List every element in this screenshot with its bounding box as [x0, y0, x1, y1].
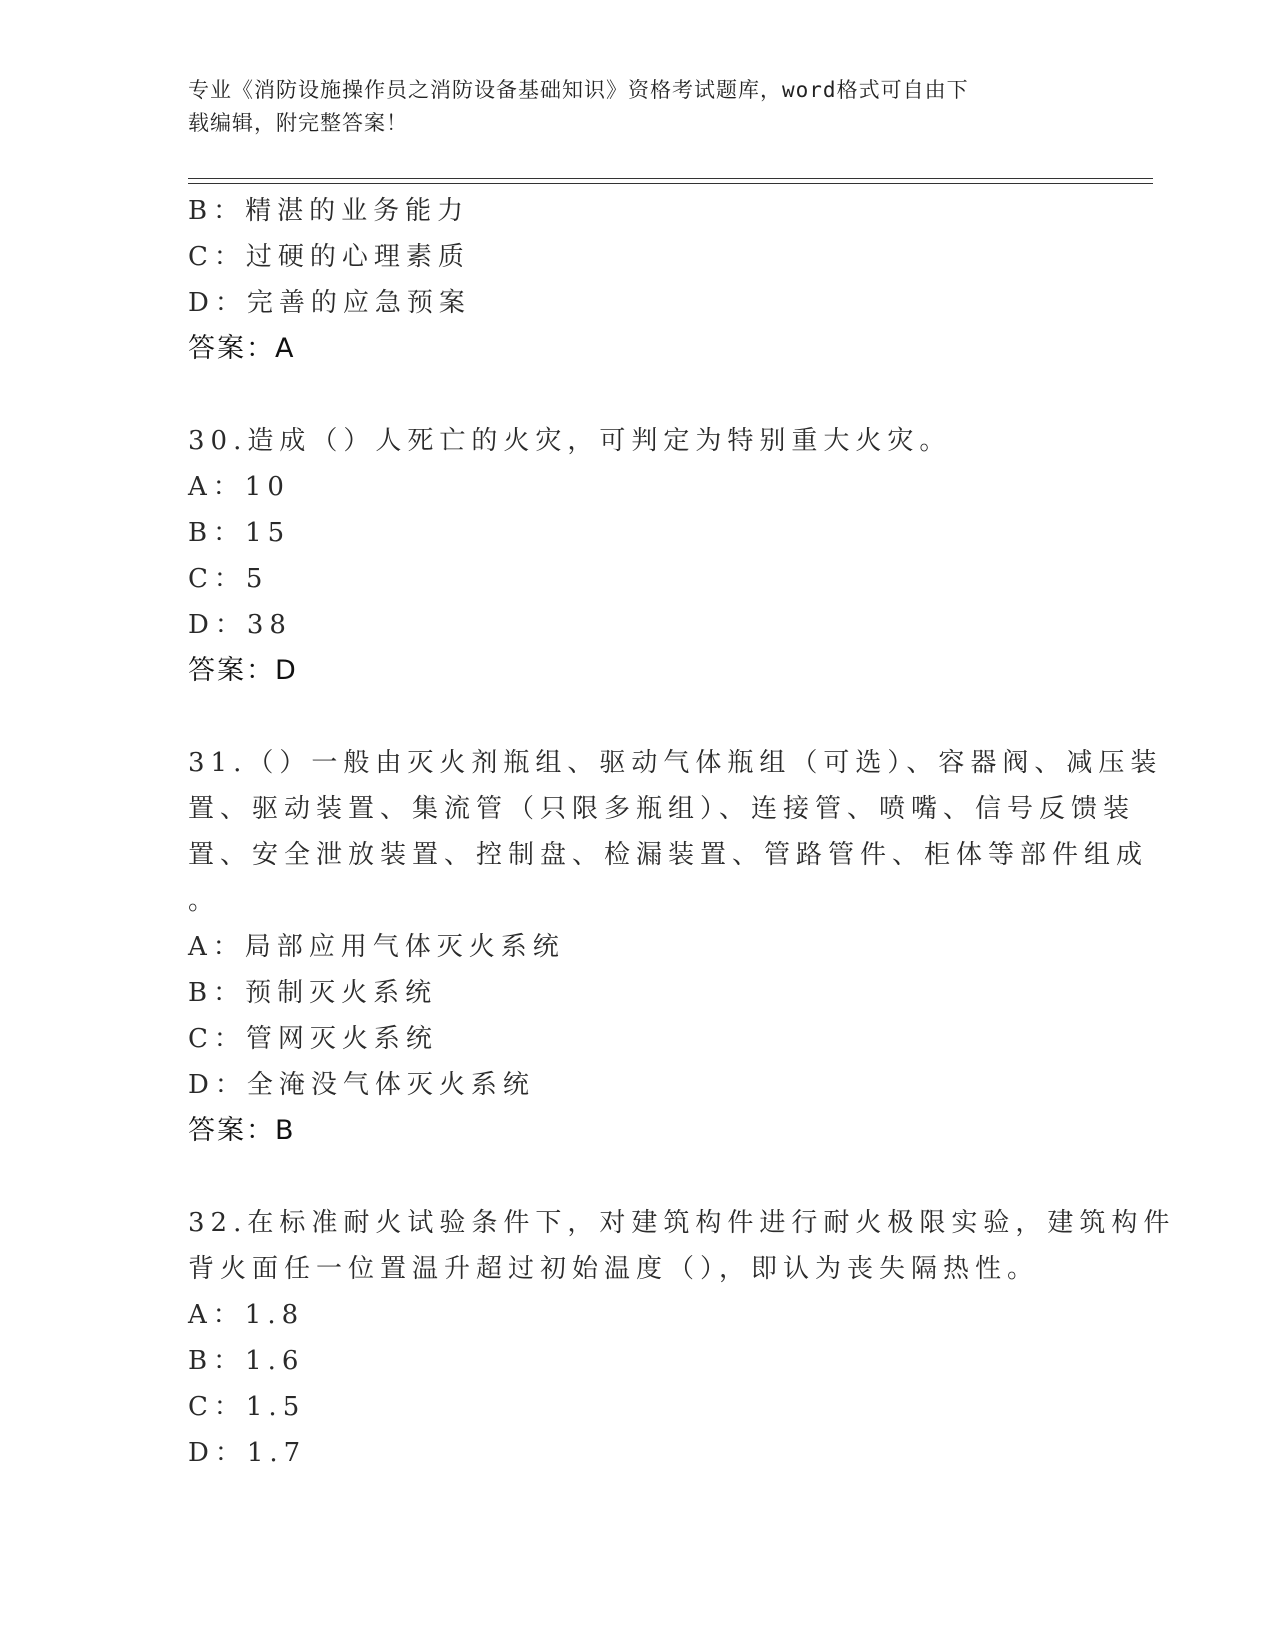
spacer: [188, 372, 1088, 418]
answer-text: 答案：D: [188, 655, 298, 686]
question-30: [188, 418, 1088, 694]
document-header: [188, 74, 1068, 140]
spacer: [188, 1154, 1088, 1200]
option-b: B：1.6: [188, 1346, 305, 1376]
question-31: [188, 740, 1163, 1154]
spacer: [188, 694, 1088, 740]
question-stem-line-2: 置、驱动装置、集流管（只限多瓶组）、连接管、喷嘴、信号反馈装: [188, 794, 1136, 824]
question-stem-line-1: 32.在标准耐火试验条件下，对建筑构件进行耐火极限实验，建筑构件: [188, 1208, 1176, 1238]
header-intro-line-1: 专业《消防设施操作员之消防设备基础知识》资格考试题库，word格式可自由下: [188, 78, 969, 102]
option-c: C：过硬的心理素质: [188, 242, 470, 272]
header-intro-line-2: 载编辑，附完整答案！: [188, 111, 408, 135]
option-b: B：预制灭火系统: [188, 978, 438, 1008]
option-a: A：1.8: [188, 1300, 305, 1330]
option-b: B：精湛的业务能力: [188, 196, 470, 226]
option-c: C：1.5: [188, 1392, 306, 1422]
answer-text: 答案：A: [188, 333, 296, 364]
option-d: D：38: [188, 610, 292, 640]
question-32: [188, 1200, 1176, 1476]
question-stem-line-4: 。: [188, 886, 221, 916]
question-stem-line-2: 背火面任一位置温升超过初始温度（），即认为丧失隔热性。: [188, 1254, 1040, 1284]
option-d: D：1.7: [188, 1438, 307, 1468]
option-d: D：完善的应急预案: [188, 288, 471, 318]
option-a: A：局部应用气体灭火系统: [188, 932, 565, 962]
question-stem-line-3: 置、安全泄放装置、控制盘、检漏装置、管路管件、柜体等部件组成: [188, 840, 1149, 870]
option-c: C：5: [188, 564, 269, 594]
option-b: B：15: [188, 518, 291, 548]
option-c: C：管网灭火系统: [188, 1024, 438, 1054]
option-d: D：全淹没气体灭火系统: [188, 1070, 535, 1100]
option-a: A：10: [188, 472, 290, 502]
answer-text: 答案：B: [188, 1115, 296, 1146]
header-divider-top: [188, 178, 1153, 179]
question-stem-line-1: 31.（）一般由灭火剂瓶组、驱动气体瓶组（可选）、容器阀、减压装: [188, 748, 1163, 778]
question-29-continued: [188, 188, 1088, 372]
header-divider-bottom: [188, 183, 1153, 184]
question-list: [188, 188, 1176, 1476]
question-stem: 30.造成（）人死亡的火灾，可判定为特别重大火灾。: [188, 426, 952, 456]
